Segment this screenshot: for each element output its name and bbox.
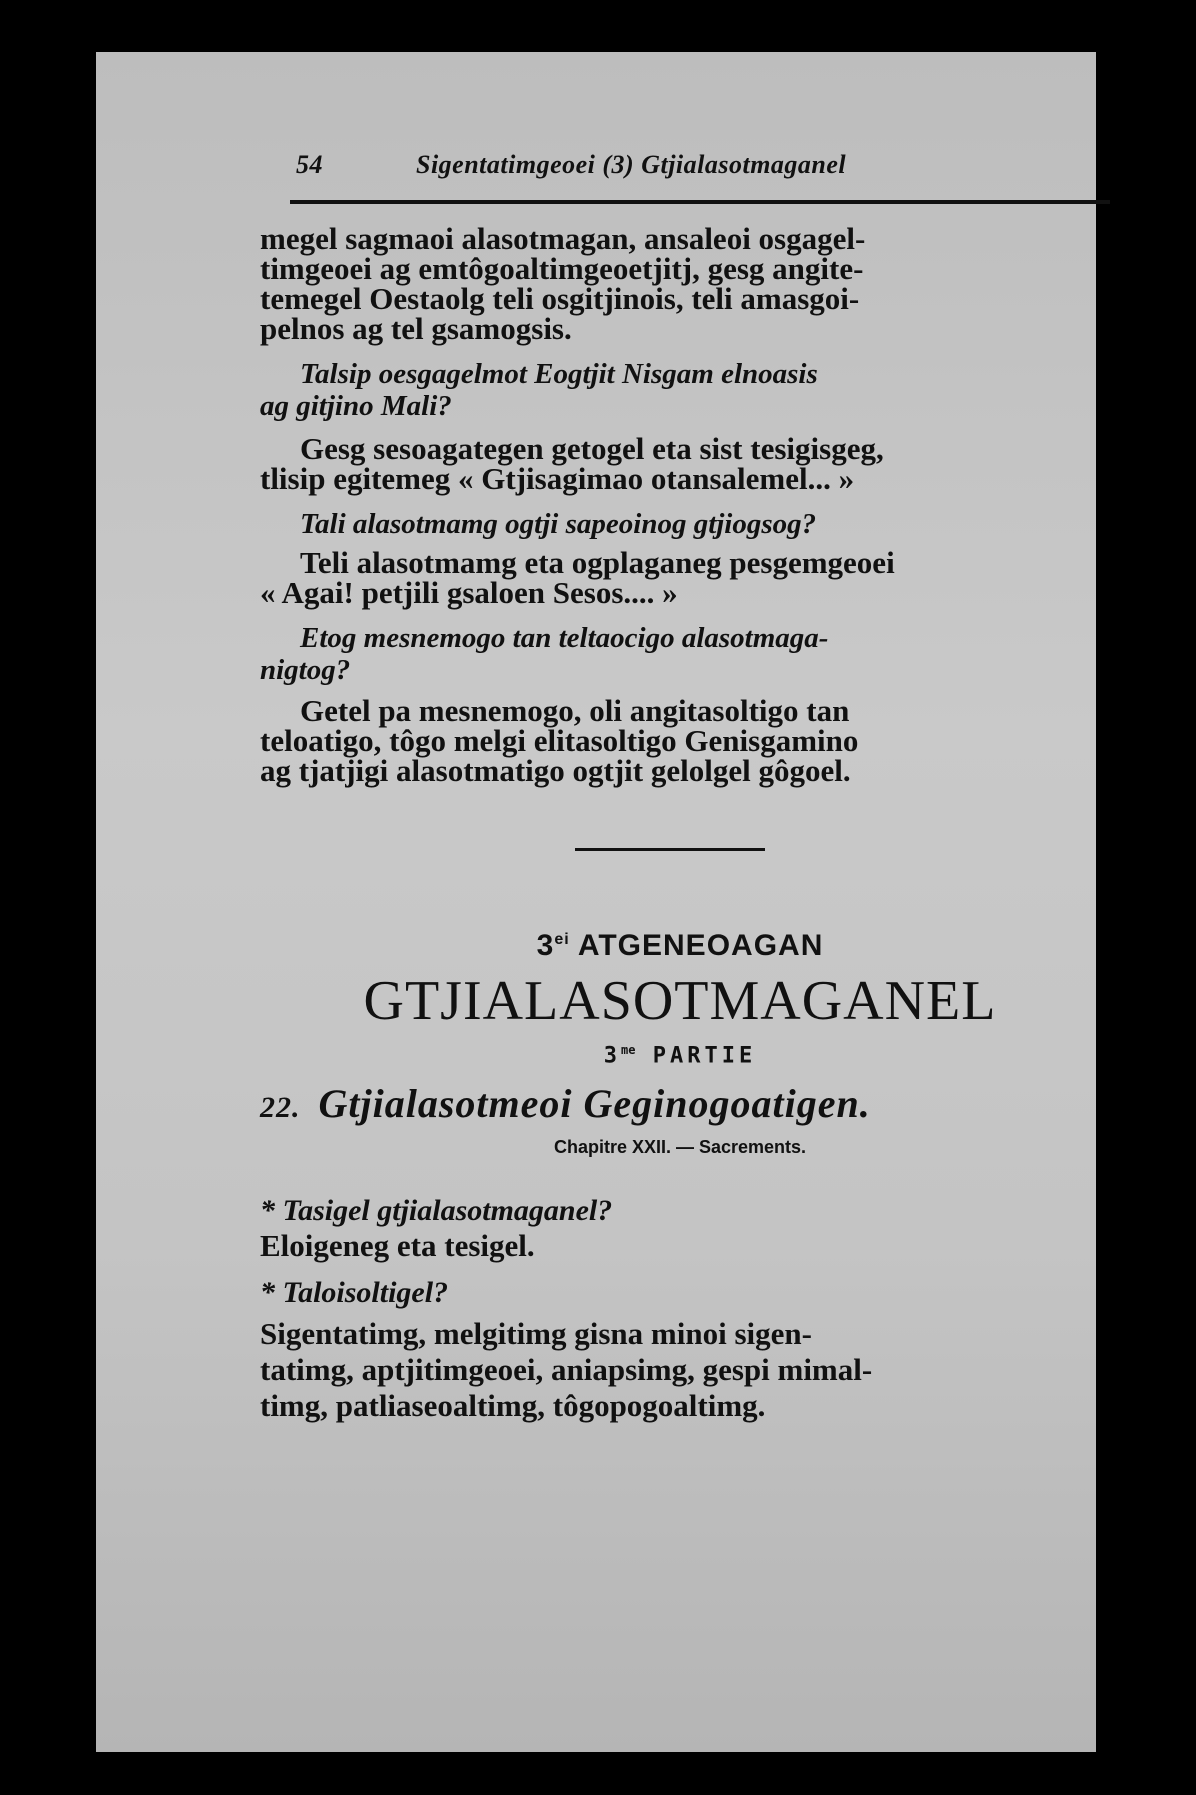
scan-border [1096,0,1196,1795]
text-line: temegel Oestaolg teli osgitjinois, teli amasgoi- [260,281,860,316]
qa-block [260,358,1100,494]
catechism-item [260,1194,1100,1264]
running-title: Sigentatimgeoei (3) Gtjialasotmaganel [416,150,847,179]
answer-line: Teli alasotmamg eta ogplaganeg pesgemgeoei [300,545,895,580]
part-suffix: ei [554,931,570,948]
catechism-answer: Sigentatimg, melgitimg gisna minoi sigen- [260,1316,812,1352]
chapter-number: 22. [260,1091,301,1125]
question-line: Etog mesnemogo tan teltaocigo alasotmaga- [300,622,829,654]
text-line: pelnos ag tel gsamogsis. [260,311,572,346]
partie-suffix: me [621,1043,636,1057]
answer-line: Gesg sesoagategen getogel eta sist tesigisgeg, [300,431,884,466]
question-line: ag gitjino Mali? [260,390,452,422]
catechism-item [260,1276,1100,1424]
partie-label [260,1043,1100,1068]
catechism-question: * Tasigel gtjialasotmaganel? [260,1194,613,1228]
part-number: 3 [536,929,555,962]
section-divider [575,848,765,851]
answer-line: Getel pa mesnemogo, oli angitasoltigo tan [300,693,850,728]
partie-number: 3 [603,1043,622,1069]
catechism-answer: timg, patliaseoaltimg, tôgopogoaltimg. [260,1388,766,1424]
answer-line: teloatigo, tôgo melgi elitasoltigo Genisgamino [260,723,859,758]
question-line: nigtog? [260,654,351,686]
text-line: timgeoei ag emtôgoaltimgeoetjitj, gesg angite- [260,251,864,286]
header-rule [290,200,1110,204]
page-content [260,150,1100,1424]
part-title: GTJIALASOTMAGANEL [363,970,997,1032]
question-line: Talsip oesgagelmot Eogtjit Nisgam elnoasis [300,358,818,390]
running-header [260,150,1100,180]
part-label [260,929,1100,963]
chapter-heading [260,1080,1100,1127]
answer-line: ag tjatjigi alasotmatigo ogtjit gelolgel gôgoel. [260,753,851,788]
catechism-question: * Taloisoltigel? [260,1276,449,1310]
answer-line: « Agai! petjili gsaloen Sesos.... » [260,575,678,610]
opening-paragraph [260,221,1100,346]
catechism-answer: tatimg, aptjitimgeoei, aniapsimg, gespi mimal- [260,1352,873,1388]
catechism-answer: Eloigeneg eta tesigel. [260,1228,535,1264]
part-word: ATGENEOAGAN [577,929,824,962]
page-number: 54 [296,150,323,179]
text-line: megel sagmaoi alasotmagan, ansaleoi osgagel- [260,221,866,256]
partie-word: PARTIE [652,1043,757,1069]
chapter-title: Gtjialasotmeoi Geginogoatigen. [318,1081,871,1127]
question-line: Tali alasotmamg ogtji sapeoinog gtjiogsog? [300,508,817,540]
chapter-subtitle: Chapitre XXII. — Sacrements. [553,1137,807,1158]
qa-block [260,622,1100,786]
qa-block [260,508,1100,608]
answer-line: tlisip egitemeg « Gtjisagimao otansalemel... » [260,461,855,496]
